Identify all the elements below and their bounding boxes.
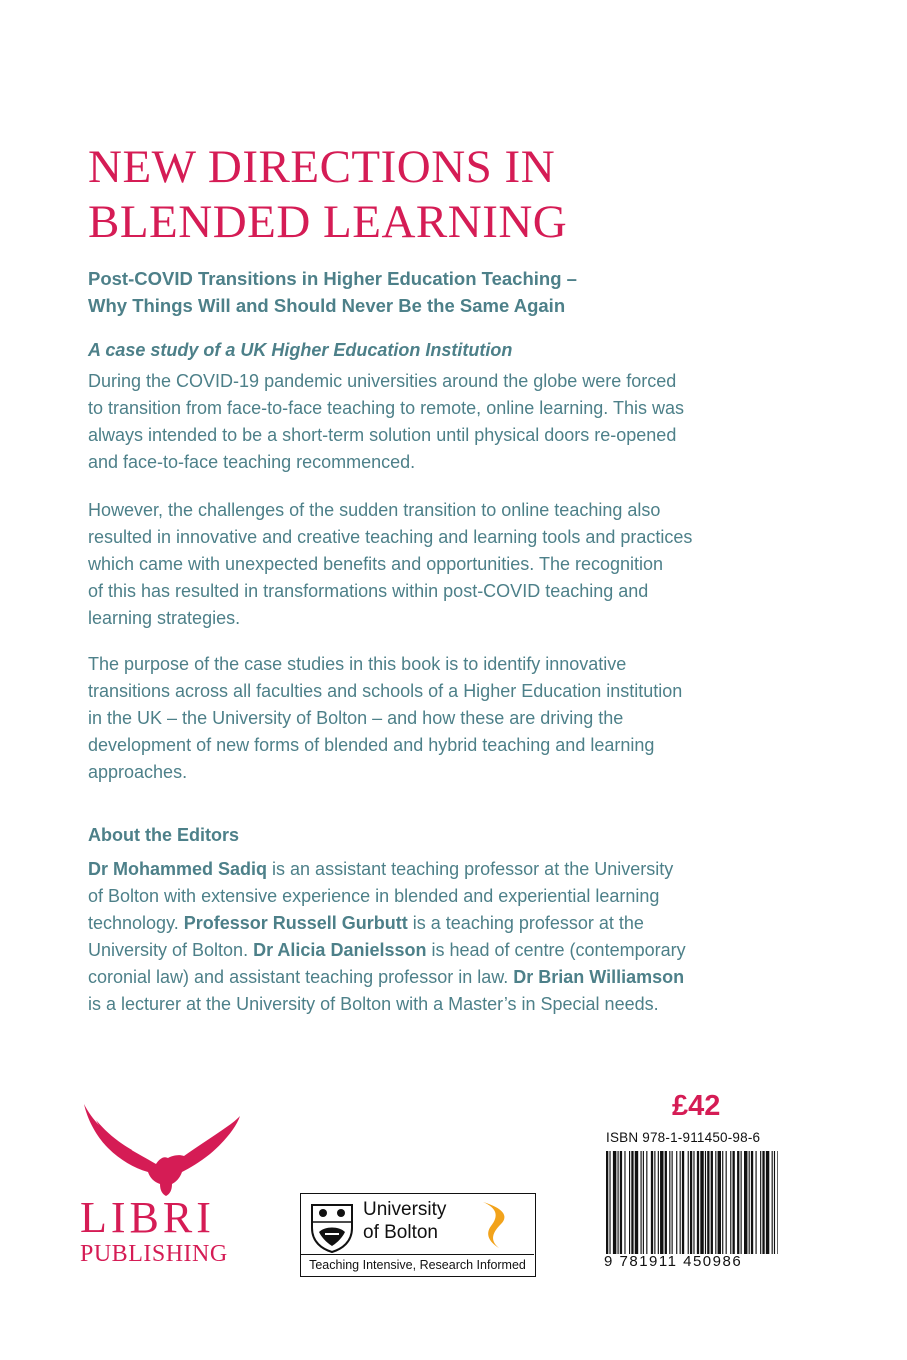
paragraph-2-line: However, the challenges of the sudden transition to online teaching also (88, 500, 661, 520)
barcode-bar (697, 1151, 699, 1254)
barcode-bar (618, 1151, 619, 1254)
case-study-heading: A case study of a UK Higher Education Institution (88, 340, 513, 360)
barcode-bar (772, 1151, 773, 1254)
paragraph-2-line: resulted in innovative and creative teaching and learning tools and practices (88, 527, 693, 547)
barcode-bar (641, 1151, 642, 1254)
paragraph-3 (88, 651, 788, 786)
barcode-icon (606, 1151, 778, 1254)
paragraph-3-line: in the UK – the University of Bolton – and how these are driving the (88, 708, 624, 728)
barcode-bar (705, 1151, 706, 1254)
book-title (88, 140, 848, 250)
paragraph-3-line: The purpose of the case studies in this book is to identify innovative (88, 654, 627, 674)
paragraph-1-line: always intended to be a short-term solution until physical doors re-opened (88, 425, 677, 445)
book-subtitle (88, 265, 848, 319)
book-subtitle-line-1: Post-COVID Transitions in Higher Education Teaching – (88, 268, 577, 289)
barcode-bar (726, 1151, 727, 1254)
editor-bio: is a teaching professor at the (407, 913, 644, 933)
barcode-bar (654, 1151, 655, 1254)
book-title-line-2: BLENDED LEARNING (88, 196, 568, 248)
paragraph-3-line: transitions across all faculties and schools of a Higher Education institution (88, 681, 683, 701)
editor-name: Dr Brian Williamson (513, 967, 685, 987)
paragraph-1-line: and face-to-face teaching recommenced. (88, 452, 416, 472)
barcode-bar (737, 1151, 739, 1254)
barcode-bar (631, 1151, 633, 1254)
about-line (88, 964, 788, 991)
barcode-bar (606, 1151, 608, 1254)
barcode-bar (711, 1151, 713, 1254)
barcode-bar (643, 1151, 644, 1254)
barcode-bar (669, 1151, 670, 1254)
paragraph-1-line: During the COVID-19 pandemic universities around the globe were forced (88, 371, 677, 391)
barcode-bar (741, 1151, 742, 1254)
editor-bio: coronial law) and assistant teaching professor in law. (88, 967, 514, 987)
paragraph-3-line: approaches. (88, 762, 188, 782)
barcode-bar (690, 1151, 692, 1254)
barcode-bar (756, 1151, 757, 1254)
barcode-bar (718, 1151, 721, 1254)
barcode-bar (762, 1151, 764, 1254)
barcode-bar (774, 1151, 775, 1254)
editor-bio: is an assistant teaching professor at the University (267, 859, 674, 879)
barcode-bar (749, 1151, 750, 1254)
barcode-bar (693, 1151, 694, 1254)
paragraph-3-line: development of new forms of blended and hybrid teaching and learning (88, 735, 655, 755)
about-line: is a lecturer at the University of Bolton with a Master’s in Special needs. (88, 994, 659, 1014)
university-name-line-2: of Bolton (363, 1222, 438, 1243)
editor-name: Dr Alicia Danielsson (253, 940, 427, 960)
barcode-bar (680, 1151, 681, 1254)
barcode-bar (766, 1151, 769, 1254)
paragraph-2-line: of this has resulted in transformations within post-COVID teaching and (88, 581, 649, 601)
swoosh-icon (469, 1198, 525, 1254)
barcode-bar (700, 1151, 703, 1254)
publisher-subname: PUBLISHING (80, 1241, 228, 1267)
isbn-label: ISBN 978-1-911450-98-6 (606, 1130, 761, 1145)
barcode-bar (707, 1151, 709, 1254)
university-name-line-1: University (363, 1199, 447, 1220)
about-line (88, 910, 788, 937)
barcode-bar (733, 1151, 735, 1254)
university-name (363, 1198, 483, 1244)
paragraph-1 (88, 368, 788, 476)
barcode-bar (665, 1151, 667, 1254)
university-logo (300, 1193, 536, 1277)
barcode-bar (751, 1151, 753, 1254)
barcode-bar (660, 1151, 663, 1254)
barcode-bar (672, 1151, 673, 1254)
barcode-bar (613, 1151, 616, 1254)
crest-icon (309, 1202, 355, 1254)
barcode-bar (722, 1151, 723, 1254)
barcode-bar (624, 1151, 625, 1254)
barcode-bar (609, 1151, 610, 1254)
paragraph-2-line: learning strategies. (88, 608, 241, 628)
barcode-bar (646, 1151, 647, 1254)
barcode-bar (744, 1151, 747, 1254)
barcode-bar (676, 1151, 677, 1254)
barcode-bar (760, 1151, 761, 1254)
barcode-bar (715, 1151, 716, 1254)
about-line (88, 856, 788, 883)
price-label: £42 (672, 1090, 721, 1122)
barcode-bar (635, 1151, 638, 1254)
about-editors-text (88, 856, 788, 1018)
paragraph-2 (88, 497, 788, 632)
editor-bio: technology. (88, 913, 184, 933)
editor-name: Dr Mohammed Sadiq (88, 859, 268, 879)
barcode-bar (777, 1151, 778, 1254)
barcode-bar (658, 1151, 659, 1254)
paragraph-1-line: to transition from face-to-face teaching to remote, online learning. This was (88, 398, 684, 418)
editor-bio: is head of centre (contemporary (426, 940, 686, 960)
about-line: of Bolton with extensive experience in blended and experiential learning (88, 886, 660, 906)
barcode-bar (688, 1151, 689, 1254)
barcode-bar (629, 1151, 630, 1254)
barcode-digits: 9 781911 450986 (604, 1253, 743, 1270)
publisher-name: LIBRI (80, 1193, 215, 1242)
barcode-bar (682, 1151, 684, 1254)
barcode-bar (651, 1151, 653, 1254)
about-editors-heading: About the Editors (88, 825, 239, 845)
editor-bio: University of Bolton. (88, 940, 254, 960)
barcode-bar (730, 1151, 731, 1254)
paragraph-2-line: which came with unexpected benefits and opportunities. The recognition (88, 554, 664, 574)
book-title-line-1: NEW DIRECTIONS IN (88, 141, 556, 193)
university-tagline: Teaching Intensive, Research Informed (301, 1254, 534, 1275)
book-subtitle-line-2: Why Things Will and Should Never Be the Same Again (88, 295, 566, 316)
editor-name: Professor Russell Gurbutt (183, 913, 408, 933)
about-line (88, 937, 788, 964)
barcode-bar (620, 1151, 622, 1254)
